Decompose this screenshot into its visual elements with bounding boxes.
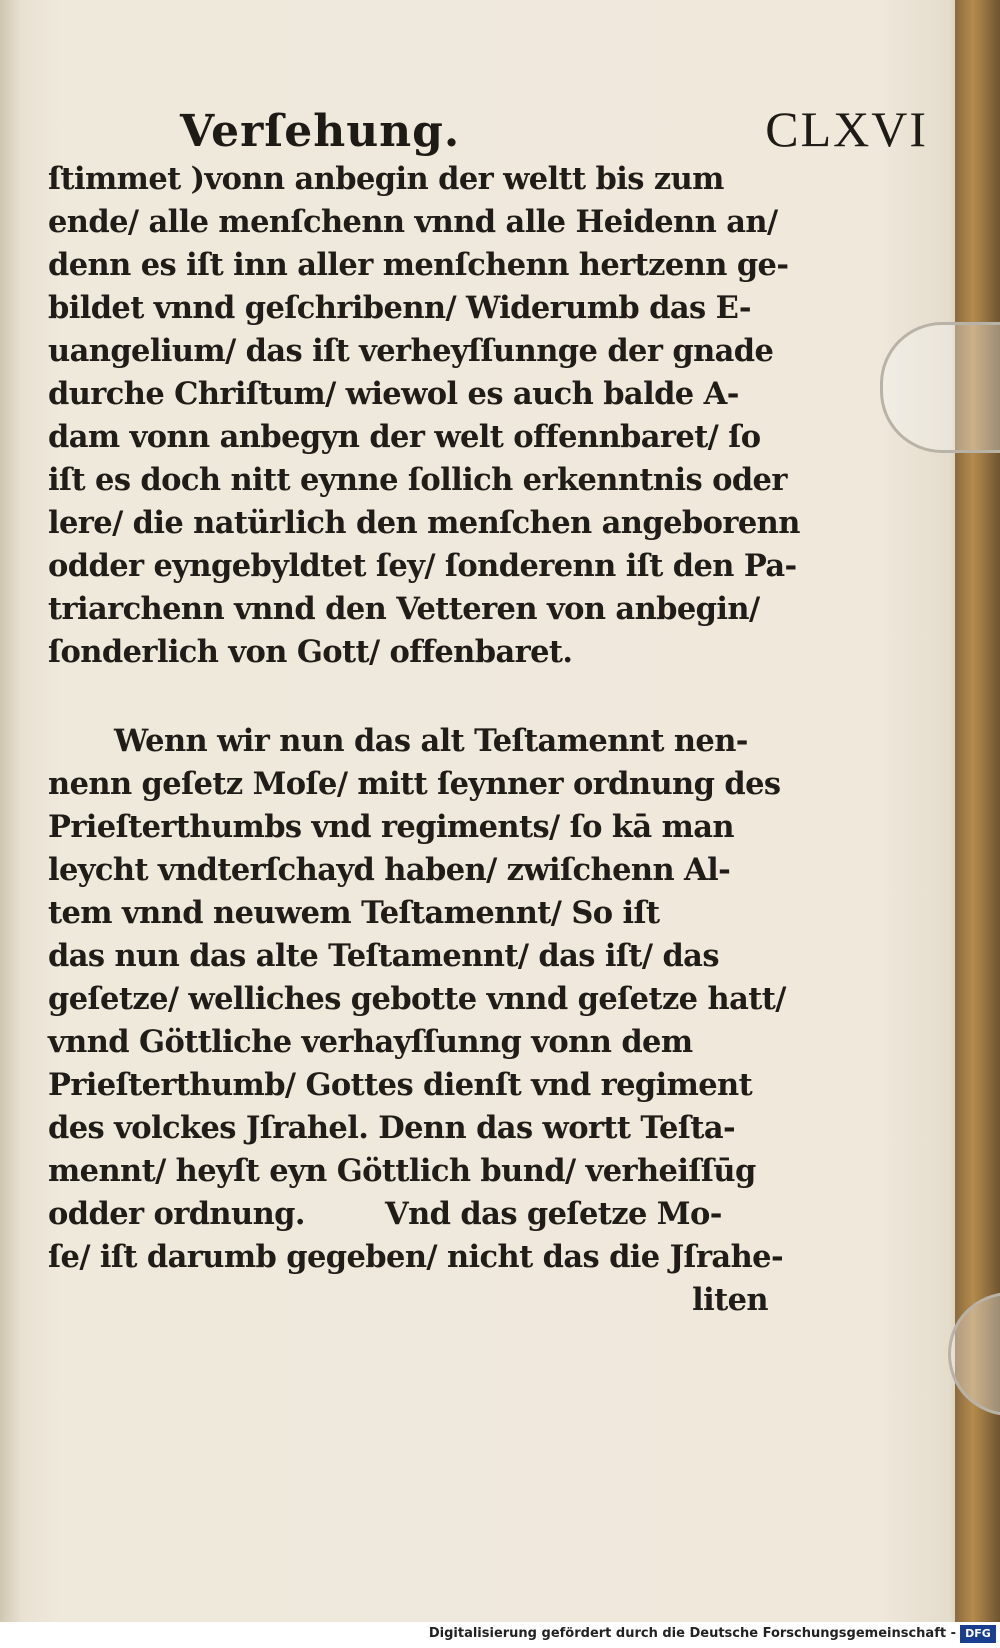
- text-line: Prieſterthumbs vnd regiments/ ſo kā man: [48, 809, 735, 845]
- text-line: ſtimmet )vonn anbegin der weltt bis zum: [48, 161, 724, 197]
- text-line: iſt es doch nitt eynne ſollich erkenntnis oder: [48, 462, 787, 498]
- text-line: Wenn wir nun das alt Teſtamennt nen-: [114, 723, 748, 759]
- text-line: ſe/ iſt darumb gegeben/ nicht das die Jſrahe-: [48, 1239, 784, 1275]
- text-line: lere/ die natürlich den menſchen angeborenn: [48, 505, 800, 541]
- text-line: des volckes Jſrahel. Denn das wortt Teſta-: [48, 1110, 736, 1146]
- text-line: ende/ alle menſchenn vnnd alle Heidenn an/: [48, 204, 778, 240]
- text-line: nenn geſetz Moſe/ mitt ſeynner ordnung des: [48, 766, 781, 802]
- text-line: odder eyngebyldtet ſey/ ſonderenn iſt den Pa-: [48, 548, 797, 584]
- text-line: das nun das alte Teſtamennt/ das iſt/ das: [48, 938, 719, 974]
- text-line: mennt/ heyſt eyn Göttlich bund/ verheiſſūg: [48, 1153, 756, 1189]
- text-line: odder ordnung. Vnd das geſetze Mo-: [48, 1196, 722, 1232]
- dfg-logo: DFG: [960, 1625, 996, 1643]
- text-line: Prieſterthumb/ Gottes dienſt vnd regiment: [48, 1067, 753, 1103]
- text-line: vnnd Göttliche verhayſſunng vonn dem: [48, 1024, 693, 1060]
- folio-number: CLXVI: [765, 101, 928, 157]
- text-line: durche Chriſtum/ wiewol es auch balde A-: [48, 376, 739, 412]
- funding-credit: Digitalisierung gefördert durch die Deutsche Forschungsgemeinschaft -: [428, 1626, 956, 1641]
- paragraph-1: [48, 158, 800, 674]
- page-header: [180, 100, 928, 158]
- text-line: dam vonn anbegyn der welt offennbaret/ ſo: [48, 419, 761, 455]
- text-line: ſonderlich von Gott/ offenbaret.: [48, 634, 573, 670]
- text-line: uangelium/ das iſt verheyſſunnge der gnade: [48, 333, 774, 369]
- text-line: liten: [692, 1282, 768, 1318]
- text-line: triarchenn vnnd den Vetteren von anbegin/: [48, 591, 760, 627]
- page-clip-top: [880, 322, 1000, 453]
- digitization-footer: [0, 1622, 1000, 1648]
- text-line: bildet vnnd geſchribenn/ Widerumb das E-: [48, 290, 751, 326]
- text-line: geſetze/ welliches gebotte vnnd geſetze hatt/: [48, 981, 786, 1017]
- text-line: leycht vndterſchayd haben/ zwiſchenn Al-: [48, 852, 731, 888]
- text-line: tem vnnd neuwem Teſtamennt/ So iſt: [48, 895, 660, 931]
- paragraph-2: [48, 720, 788, 1322]
- text-line: denn es iſt inn aller menſchenn hertzenn ge-: [48, 247, 789, 283]
- running-title: Verſehung.: [180, 106, 461, 157]
